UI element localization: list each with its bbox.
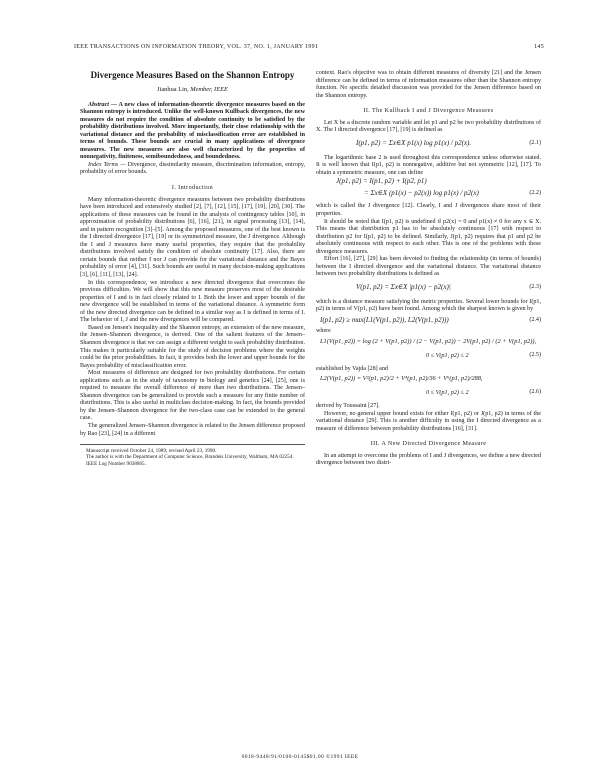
section-2-paragraph: It should be noted that I(p1, p2) is undefined if p2(x) = 0 and p1(x) ≠ 0 for any x ∈ X. This means that distribution p1 has to be absolutely continuous [17] with respect to distribution p2 for I(p1, p2) to be defined. Similarly, J(p1, p2) requires that p1 and p2 be absolutely continuous with respect to each other. This is one of the problems with these divergence measures. — [316, 218, 541, 255]
equation-body: L1(V(p1, p2)) = log (2 + V(p1, p2)) / (2 − V(p1, p2)) − 2V(p1, p2) / (2 + V(p1, p2)), — [320, 337, 537, 345]
equation-condition: 0 ≤ V(p1, p2) ≤ 2 — [426, 351, 469, 359]
established-text: established by Vajda [28] and — [316, 365, 388, 372]
footnote-affiliation: The author is with the Department of Computer Science, Brandeis University, Waltham, MA 02254. — [86, 454, 294, 461]
journal-header: IEEE TRANSACTIONS ON INFORMATION THEORY, VOL. 37, NO. 1, JANUARY 1991 — [74, 44, 319, 50]
equation-2-2 — [316, 177, 541, 203]
footnote-log-number: IEEE Log Number 9038865. — [86, 460, 146, 467]
equation-2-1 — [316, 135, 541, 155]
abstract-label: Abstract — — [88, 101, 117, 108]
paper-title: Divergence Measures Based on the Shannon Entropy — [90, 70, 295, 80]
equation-2-4 — [316, 314, 541, 328]
derived-text: derived by Toussaint [27]. — [316, 403, 380, 410]
section-1-paragraph: In this correspondence, we introduce a new directed divergence that overcomes the previous difficulties. We will show that this new measure preserves most of the desirable properties of I and is in fact closely related to I. Both the lower and upper bounds of the new divergence will be established in terms of the variational distance. A symmetric form of the new directed divergence can be defined in a similar way as J is defined in terms of I. The behavior of I, J and the new divergences will be compared. — [80, 279, 305, 324]
abstract — [80, 102, 305, 162]
paragraph: context. Rao's objective was to obtain different measures of diversity [21] and the Jensen difference can be defined in terms of information measures other than the Shannon entropy function. No specific detailed discussion was provided for the Jensen difference based on the Shannon entropy. — [316, 70, 541, 99]
author-line — [80, 86, 305, 94]
equation-number: (2.2) — [529, 190, 541, 197]
left-column — [80, 70, 305, 467]
abstract-text: A new class of information-theoretic divergence measures based on the Shannon entropy is introduced. Unlike the well-known Kullback divergences, the new measures do not require the condition of absolute continuity to be satisfied by the probability distributions involved. More importantly, their close relationship with the variational distance and the probability of misclassification error are established in terms of bounds. These bounds are crucial in many applications of divergence measures. The new measures are also well characterized by the properties of nonnegativity, finiteness, semiboundedness, and boundedness. — [80, 101, 305, 161]
author-name: Jianhua Lin, — [157, 86, 189, 93]
equation-2-3 — [316, 279, 541, 299]
index-terms-text: Divergence, dissimilarity measure, discrimination information, entropy, probability of error bounds. — [80, 161, 305, 176]
section-1-paragraph: Many information-theoretic divergence measures between two probability distributions have been introduced and extensively studied [2], [7], [12], [15], [17], [19], [20], [30]. The applications of these measures can be found in the analysis of contingency tables [10], in approximation of probability distributions [6], [16], [21], in signal processing [13], [14], and in pattern recognition [3]–[5]. Among the proposed measures, one of the best known is the I directed divergence [17], [19] or its symmetrized measure, the J divergence. Although the I and J measures have many useful properties, they require that the probability distributions involved satisfy the condition of absolute continuity [17]. Also, there are certain bounds that neither I nor J can provide for the variational distance and the Bayes probability of error [4], [31]. Such bounds are useful in many decision-making applications [3], [6], [11], [13], [24]. — [80, 196, 305, 279]
where-text: where — [316, 328, 331, 335]
equation-line: J(p1, p2) = I(p1, p2) + I(p2, p1) — [336, 177, 427, 186]
section-1-paragraph: Based on Jensen's inequality and the Shannon entropy, an extension of the new measure, the Jensen–Shannon divergence, is derived. One of the salient features of the Jensen–Shannon divergence is that we can assign a different weight to each probability distribution. This makes it particularly suitable for the study of decision problems where the weights could be the prior probabilities. In fact, it provides both the lower and upper bounds for the Bayes probability of misclassification error. — [80, 324, 305, 369]
section-2-paragraph: Let X be a discrete random variable and let p1 and p2 be two probability distributions of X. The I directed divergence [17], [19] is defined as — [316, 119, 541, 134]
equation-2-6 — [316, 373, 541, 403]
section-3-heading: III. A New Directed Divergence Measure — [370, 441, 487, 448]
page-number: 145 — [534, 44, 544, 50]
section-1-paragraph: The generalized Jensen–Shannon divergence is related to the Jensen difference proposed by Rao [23], [24] in a different — [80, 422, 305, 437]
footnote — [80, 444, 305, 467]
section-2-paragraph: Effort [16], [27], [29] has been devoted to finding the relationship (in terms of bounds) between the I directed divergence and the variational distance. The variational distance between two probability distributions is defined as — [316, 256, 541, 278]
equation-line: = Σx∈X (p1(x) − p2(x)) log p1(x) / p2(x) — [364, 189, 479, 198]
equation-condition: 0 ≤ V(p1, p2) ≤ 2 — [426, 389, 469, 397]
equation-number: (2.4) — [529, 317, 541, 324]
section-2-paragraph: The logarithmic base 2 is used throughout this correspondence unless otherwise stated. It is well known that I(p1, p2) is nonnegative, additive but not symmetric [12], [17]. To obtain a symmetric measure, one can define — [316, 154, 541, 176]
index-terms — [80, 162, 305, 177]
section-1-paragraph: Most measures of difference are designed for two probability distributions. For certain applications such as in the study of taxonomy in biology and genetics [24], [25], one is required to measure the overall difference of more than two distributions. The Jensen–Shannon divergence can be generalized to provide such a measure for any finite number of distributions. This is also useful in multiclass decision-making. In fact, the bounds provided by the Jensen–Shannon divergence for the two-class case can be extended to the general case. — [80, 370, 305, 422]
right-column — [316, 70, 541, 468]
equation-2-5 — [316, 336, 541, 366]
author-grade: Member, IEEE — [190, 86, 228, 93]
footnote-received: Manuscript received October 24, 1989; revised April 23, 1990. — [86, 448, 217, 455]
equation-number: (2.1) — [529, 139, 541, 146]
equation-number: (2.6) — [529, 389, 541, 396]
copyright-code: 0018-9448/91/0100-0145$01.00 ©1991 IEEE — [241, 754, 359, 760]
equation-body: V(p1, p2) = Σx∈X |p1(x) − p2(x)| — [356, 282, 451, 291]
section-2-paragraph: However, no general upper bound exists for either I(p1, p2) or J(p1, p2) in terms of the variational distance [29]. This is another difficulty in using the I directed divergence as a measure of difference between probability distributions [16], [31]. — [316, 410, 541, 432]
running-head — [74, 44, 544, 50]
equation-number: (2.5) — [529, 351, 541, 358]
equation-body: I(p1, p2) ≥ max(L1(V(p1, p2)), L2(V(p1, p2))) — [320, 316, 449, 325]
section-2-paragraph: which is a distance measure satisfying the metric properties. Several lower bounds for I(p1, p2) in terms of V(p1, p2) have been found. Among which the sharpest known is given by — [316, 298, 541, 313]
section-2-paragraph: which is called the J divergence [12]. Clearly, I and J divergences share most of their properties. — [316, 203, 541, 218]
section-3-paragraph: In an attempt to overcome the problems of I and J divergences, we define a new directed divergence between two distri- — [316, 452, 541, 467]
section-2-heading: II. The Kullback I and J Divergence Measures — [363, 108, 494, 115]
section-1-heading: I. Introduction — [171, 185, 214, 192]
equation-body: L2(V(p1, p2)) = V²(p1, p2)/2 + V⁴(p1, p2)/36 + V⁶(p1, p2)/288, — [320, 375, 483, 383]
equation-number: (2.3) — [529, 283, 541, 290]
equation-body: I(p1, p2) = Σx∈X p1(x) log p1(x) / p2(x). — [356, 138, 472, 147]
index-terms-label: Index Terms — — [88, 161, 126, 168]
